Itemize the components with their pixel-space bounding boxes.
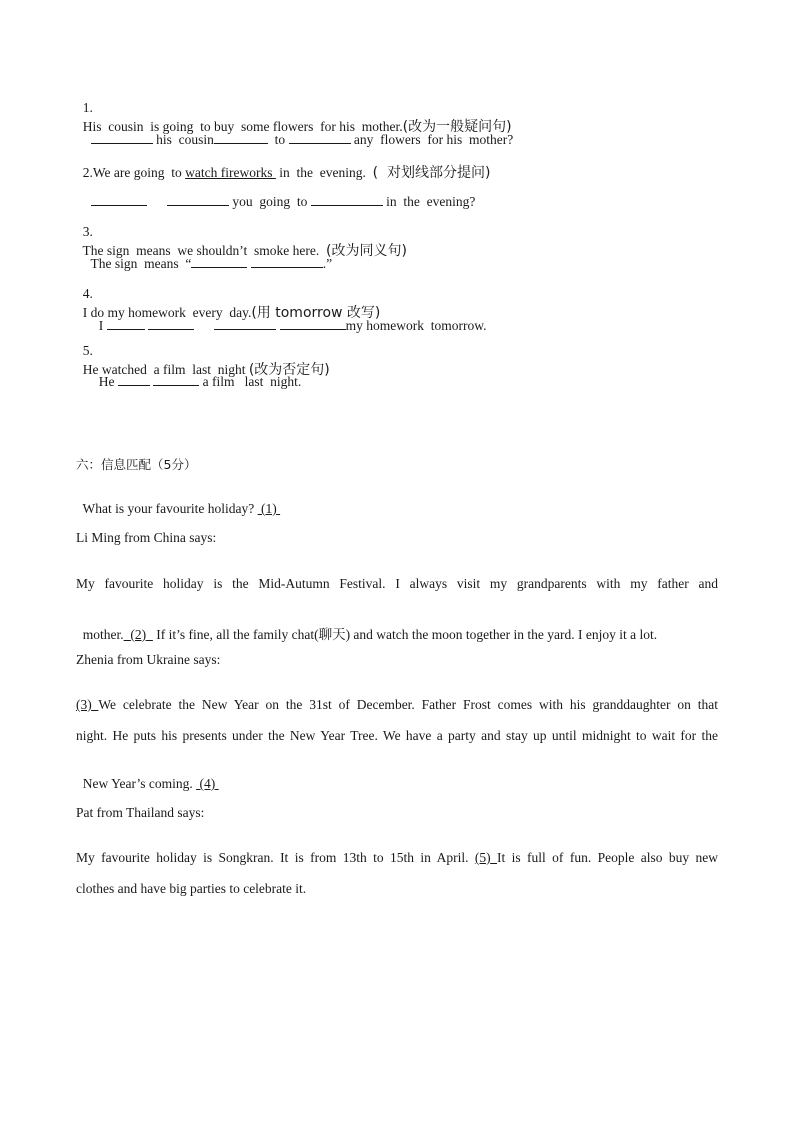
q1-answer-text-3: any flowers for his mother? <box>350 132 514 147</box>
answer-blank-3[interactable] <box>76 697 98 712</box>
q1-blank-1[interactable] <box>91 131 153 144</box>
speaker-li-ming: Li Ming from China says: <box>76 530 217 545</box>
question-text: What is your favourite holiday? <box>82 501 258 516</box>
zhenia-paragraph-line-1 <box>76 697 718 713</box>
q2-answer-text-1: you going to <box>229 194 311 209</box>
p3-text-b: It is full of fun. People also buy new <box>497 850 718 865</box>
q1-answer-line <box>84 115 513 148</box>
p2-text-1: We celebrate the New Year on the 31st of December. Father Frost comes with his granddaughter on that <box>98 697 718 712</box>
q5-answer-line <box>92 357 301 390</box>
q1-answer-text-2: to <box>267 132 289 147</box>
q3-answer-text-1: The sign means “ <box>90 256 192 271</box>
q2-blank-3[interactable] <box>311 193 383 206</box>
blank-5-label: (5) <box>474 850 491 865</box>
q2-answer-line <box>84 177 475 210</box>
matching-question <box>76 485 280 517</box>
q5-blank-2[interactable] <box>153 373 199 386</box>
q3-sentence: The sign means we shouldn’t smoke here. <box>82 243 320 258</box>
q3-instruction: (改为同义句) <box>325 243 407 259</box>
q2-sentence-1: We are going to <box>92 165 186 180</box>
q4-number: 4. <box>82 286 93 301</box>
answer-blank-5[interactable] <box>475 850 497 865</box>
q2-underlined-part: watch fireworks <box>185 165 276 180</box>
q3-blank-1[interactable] <box>191 255 247 268</box>
li-ming-paragraph-line-2 <box>76 607 657 643</box>
q5-answer-text-2: a film last night. <box>199 374 302 389</box>
q2-blank-2[interactable] <box>167 193 229 206</box>
zhenia-paragraph-line-3 <box>76 760 219 792</box>
q3-answer-line <box>84 239 332 272</box>
p1-text-a: mother. <box>82 627 124 642</box>
q4-answer-text-1: I <box>98 318 107 333</box>
q2-blank-1[interactable] <box>91 193 147 206</box>
answer-blank-4[interactable] <box>196 776 219 791</box>
answer-blank-2[interactable] <box>124 627 153 642</box>
q1-sentence: His cousin is going to buy some flowers for his mother. <box>82 119 403 134</box>
q3-blank-2[interactable] <box>251 255 323 268</box>
q3-answer-text-2: .” <box>322 256 333 271</box>
pat-paragraph-line-2: clothes and have big parties to celebrate it. <box>76 881 307 896</box>
p2-text-3: New Year’s coming. <box>82 776 197 791</box>
q2-instruction: ( 对划线部分提问) <box>372 165 491 181</box>
q2-number: 2. <box>82 165 93 180</box>
q3-number: 3. <box>82 224 93 239</box>
q5-number: 5. <box>82 343 93 358</box>
q1-number: 1. <box>82 100 93 115</box>
q1-answer-text-1: his cousin <box>152 132 214 147</box>
q2-answer-text-2: in the evening? <box>382 194 476 209</box>
q4-instruction: (用 tomorrow 改写) <box>251 305 381 321</box>
q5-answer-text-1: He <box>98 374 118 389</box>
blank-3-label: (3) <box>76 697 92 712</box>
q2-sentence-2: in the evening. <box>275 165 366 180</box>
li-ming-paragraph-line-1: My favourite holiday is the Mid-Autumn Festival. I always visit my grandparents with my father and <box>76 576 718 591</box>
q1-blank-3[interactable] <box>289 131 351 144</box>
section-6-heading: 六：信息匹配（5分） <box>76 457 197 472</box>
blank-2-label: (2) <box>130 627 147 642</box>
q5-sentence: He watched a film last night <box>82 362 249 377</box>
q1-instruction: (改为一般疑问句) <box>402 119 512 135</box>
answer-blank-1[interactable] <box>258 501 281 516</box>
p3-text-a: My favourite holiday is Songkran. It is from 13th to 15th in April. <box>76 850 475 865</box>
q5-instruction: (改为否定句) <box>248 362 330 378</box>
q5-blank-1[interactable] <box>118 373 150 386</box>
pat-paragraph-line-1 <box>76 850 718 866</box>
speaker-zhenia: Zhenia from Ukraine says: <box>76 652 221 667</box>
blank-1-label: (1) <box>260 501 277 516</box>
q1-blank-2[interactable] <box>214 131 268 144</box>
q4-sentence: I do my homework every day. <box>82 305 252 320</box>
blank-4-label: (4) <box>199 776 216 791</box>
speaker-pat: Pat from Thailand says: <box>76 805 205 820</box>
q4-answer-text-2: my homework tomorrow. <box>345 318 487 333</box>
p1-text-b: If it’s fine, all the family chat(聊天) and watch the moon together in the yard. I enjoy it a lot. <box>152 627 658 642</box>
zhenia-paragraph-line-2: night. He puts his presents under the New Year Tree. We have a party and stay up until midnight to wait for the <box>76 728 718 743</box>
